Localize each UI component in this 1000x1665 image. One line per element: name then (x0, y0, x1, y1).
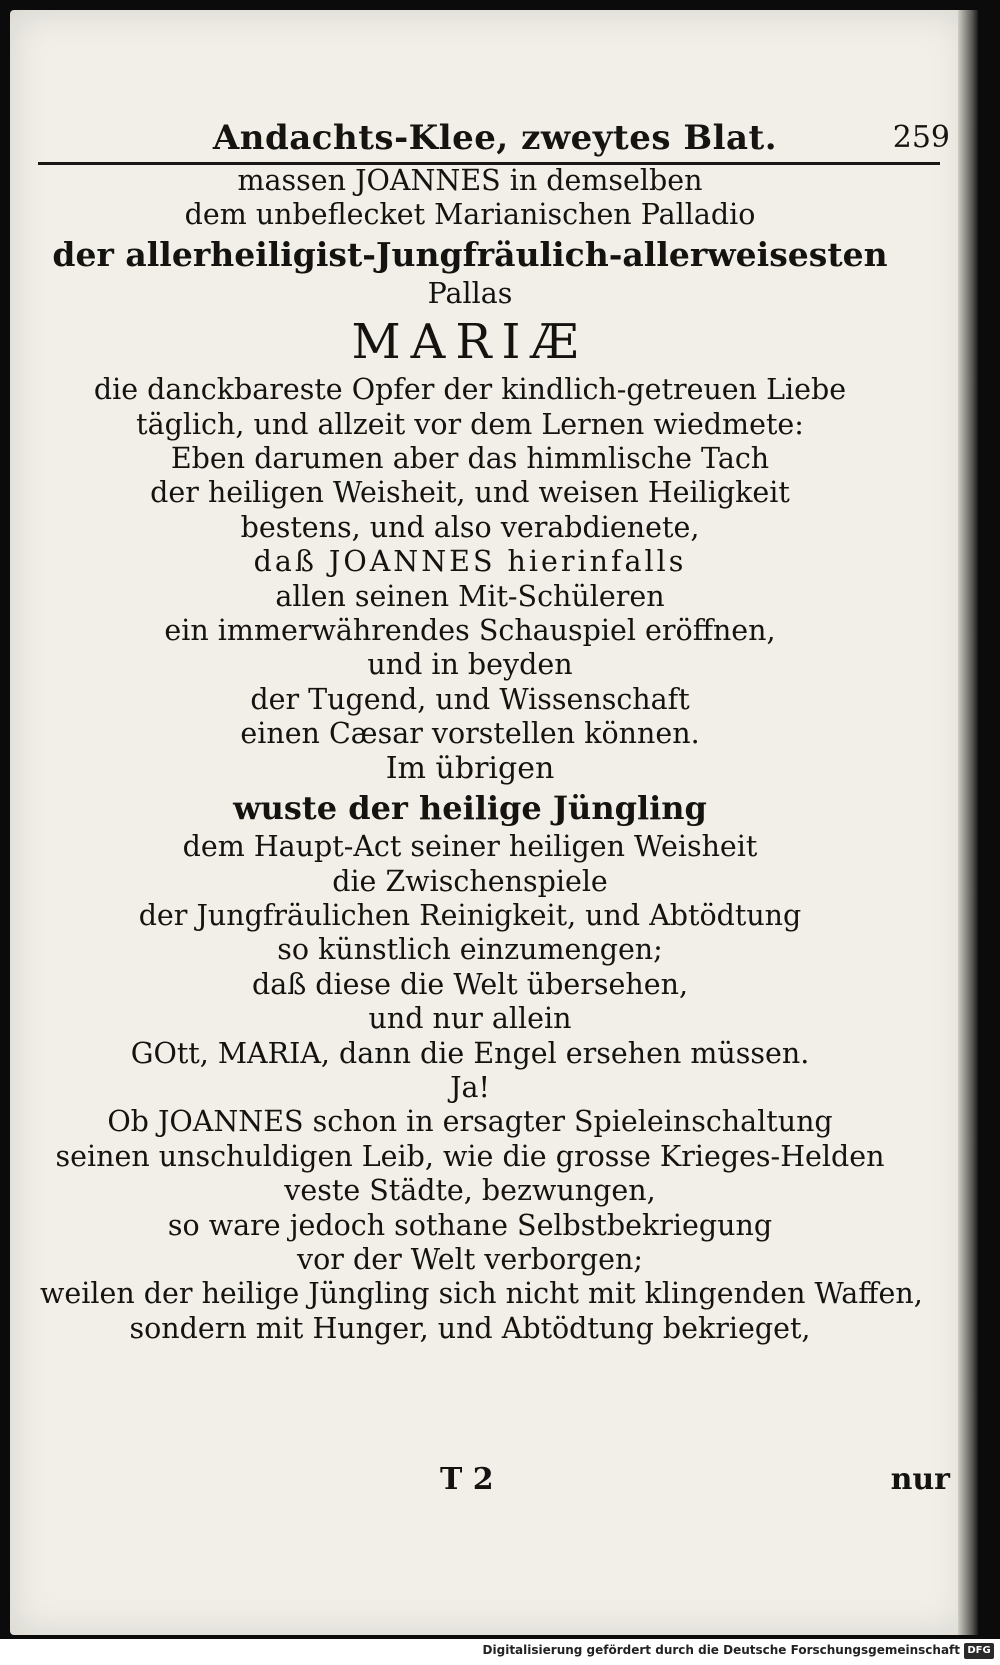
text-line: Eben darumen aber das himmlische Tach (170, 442, 770, 476)
text-line: Im übrigen (385, 750, 555, 786)
text-line: Pallas (427, 276, 513, 310)
running-title: Andachts-Klee, zweytes Blat. (212, 118, 778, 158)
catchword: nur (890, 1462, 950, 1497)
text-line: dem unbeflecket Marianischen Palladio (184, 198, 756, 232)
text-line: allen seinen Mit-Schüleren (275, 579, 665, 613)
text-line: weilen der heilige Jüngling sich nicht mit klingenden Waffen, (40, 1277, 923, 1311)
page-footer (40, 1462, 950, 1502)
text-line: die danckbareste Opfer der kindlich-getreuen Liebe (93, 373, 847, 407)
page-edge (958, 10, 978, 1635)
page-number: 259 (892, 120, 950, 155)
dfg-logo-icon: DFG (964, 1643, 994, 1659)
text-line: so ware jedoch sothane Selbstbekriegung (167, 1208, 773, 1242)
text-line: ein immerwährendes Schauspiel eröffnen, (164, 614, 776, 648)
text-line: einen Cæsar vorstellen können. (240, 717, 700, 751)
text-line: daß diese die Welt übersehen, (251, 967, 689, 1001)
page-body (40, 164, 923, 1346)
text-line: so künstlich einzumengen; (277, 933, 663, 967)
credit-text: Digitalisierung gefördert durch die Deutsche Forschungsgemeinschaft (482, 1643, 960, 1657)
text-line: der Jungfräulichen Reinigkeit, und Abtödtung (138, 898, 802, 932)
text-line: der heiligen Weisheit, und weisen Heiligkeit (150, 476, 790, 510)
text-line: daß JOANNES hierinfalls (253, 545, 687, 579)
credit-bar (0, 1639, 1000, 1665)
text-line: die Zwischenspiele (332, 864, 608, 898)
text-line: der Tugend, und Wissenschaft (250, 682, 690, 716)
text-line: bestens, und also verabdienete, (240, 510, 700, 544)
text-line: MARIÆ (351, 314, 589, 371)
text-line: und in beyden (367, 648, 573, 682)
text-line: der allerheiligist-Jungfräulich-allerweisesten (52, 234, 888, 274)
text-line: veste Städte, bezwungen, (284, 1174, 656, 1208)
text-line: dem Haupt-Act seiner heiligen Weisheit (182, 830, 758, 864)
text-line: sondern mit Hunger, und Abtödtung bekrieget, (129, 1311, 811, 1345)
text-line: vor der Welt verborgen; (297, 1242, 643, 1276)
text-line: und nur allein (368, 1002, 572, 1036)
text-line: seinen unschuldigen Leib, wie die grosse Krieges-Helden (55, 1139, 885, 1173)
text-line: täglich, und allzeit vor dem Lernen wiedmete: (136, 407, 804, 441)
text-line: Ja! (450, 1070, 490, 1104)
text-line: wuste der heilige Jüngling (233, 789, 707, 828)
text-line: massen JOANNES in demselben (237, 164, 703, 197)
page-header (40, 118, 950, 158)
text-line: GOtt, MARIA, dann die Engel ersehen müssen. (130, 1036, 810, 1070)
signature-mark: T 2 (440, 1462, 494, 1497)
text-line: Ob JOANNES schon in ersagter Spieleinschaltung (107, 1105, 833, 1139)
